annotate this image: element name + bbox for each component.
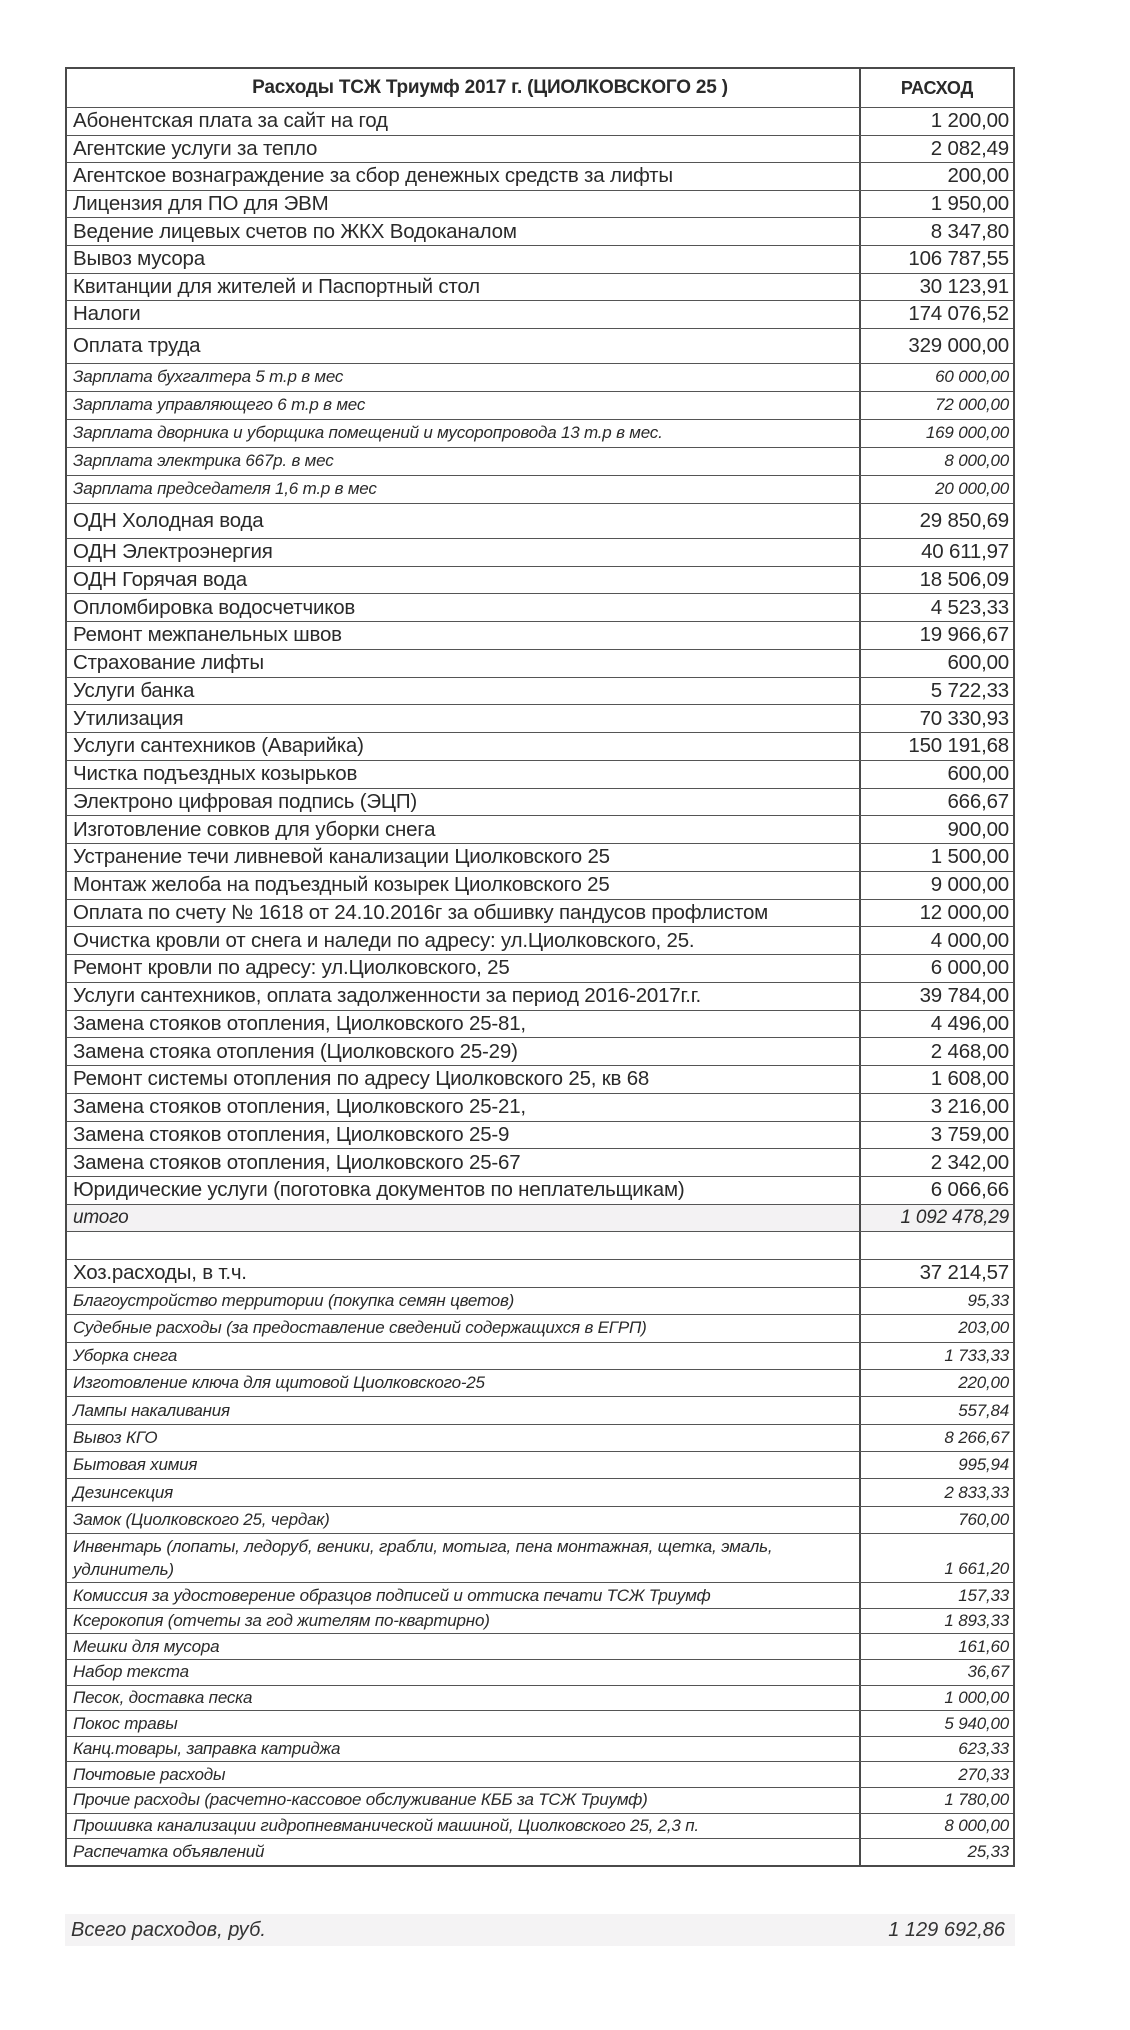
row-value: 200,00 — [947, 164, 1009, 188]
table-row — [67, 1660, 1013, 1686]
row-value: 70 330,93 — [919, 706, 1009, 730]
table-row — [67, 1507, 1013, 1534]
row-name: Лампы накаливания — [67, 1397, 861, 1423]
table-row — [67, 1839, 1013, 1865]
row-value: 8 266,67 — [944, 1427, 1009, 1447]
row-value: 600,00 — [947, 762, 1009, 786]
table-row — [67, 1066, 1013, 1094]
row-value: 37 214,57 — [919, 1261, 1009, 1285]
row-value: 30 123,91 — [919, 274, 1009, 298]
row-name: Комиссия за удостоверение образцов подписей и оттиска печати ТСЖ Триумф — [67, 1583, 861, 1608]
row-value: 19 966,67 — [919, 623, 1009, 647]
row-name: Монтаж желоба на подъездный козырек Циолковского 25 — [67, 872, 861, 899]
table-row — [67, 844, 1013, 872]
table-row-cold-water — [67, 504, 1013, 539]
table-row — [67, 191, 1013, 219]
table-row — [67, 927, 1013, 955]
row-name: Благоустройство территории (покупка семян цветов) — [67, 1288, 861, 1314]
row-name: Опломбировка водосчетчиков — [67, 594, 861, 621]
table-row — [67, 108, 1013, 136]
table-row — [67, 218, 1013, 246]
row-value: 6 000,00 — [930, 956, 1009, 980]
row-value: 1 950,00 — [930, 192, 1009, 216]
table-row-household — [67, 1260, 1013, 1288]
table-row — [67, 1397, 1013, 1424]
row-value: 106 787,55 — [908, 247, 1009, 271]
row-name: Зарплата дворника и уборщика помещений и мусоропровода 13 т.р в мес. — [67, 420, 861, 447]
row-value: 760,00 — [958, 1510, 1009, 1530]
table-row — [67, 567, 1013, 595]
table-header — [67, 69, 1013, 108]
row-value: 203,00 — [958, 1318, 1009, 1338]
row-name: Налоги — [67, 301, 861, 328]
row-value: 1 780,00 — [944, 1790, 1009, 1810]
row-name: Ремонт кровли по адресу: ул.Циолковского, 25 — [67, 955, 861, 982]
expense-table — [65, 67, 1015, 1867]
row-name: Электроно цифровая подпись (ЭЦП) — [67, 789, 861, 816]
table-row — [67, 1452, 1013, 1479]
row-name: Изготовление совков для уборки снега — [67, 816, 861, 843]
row-name: Ведение лицевых счетов по ЖКХ Водоканалом — [67, 218, 861, 245]
row-value: 39 784,00 — [919, 984, 1009, 1008]
row-value: 4 523,33 — [930, 595, 1009, 619]
row-name: Замена стояков отопления, Циолковского 25-9 — [67, 1122, 861, 1149]
table-row — [67, 1149, 1013, 1177]
row-name: Ремонт системы отопления по адресу Циолковского 25, кв 68 — [67, 1066, 861, 1093]
row-value: 995,94 — [958, 1455, 1009, 1475]
row-name: Услуги банка — [67, 678, 861, 705]
row-value: 29 850,69 — [919, 508, 1009, 532]
row-value: 270,33 — [958, 1764, 1009, 1784]
table-row — [67, 420, 1013, 448]
row-value: 8 000,00 — [944, 451, 1009, 471]
row-value: 1 500,00 — [930, 845, 1009, 869]
row-value: 20 000,00 — [935, 479, 1009, 499]
row-name: Замена стояков отопления, Циолковского 25-21, — [67, 1094, 861, 1121]
row-value: 1 733,33 — [944, 1345, 1009, 1365]
table-row-empty — [67, 1232, 1013, 1260]
row-name: Инвентарь (лопаты, ледоруб, веники, грабли, мотыга, пена монтажная, щетка, эмаль, удлинитель) — [67, 1534, 861, 1582]
row-value: 220,00 — [958, 1373, 1009, 1393]
table-row — [67, 136, 1013, 164]
table-row — [67, 1583, 1013, 1609]
table-row — [67, 1737, 1013, 1763]
table-row — [67, 1343, 1013, 1370]
table-row — [67, 983, 1013, 1011]
row-value: 623,33 — [958, 1739, 1009, 1759]
row-name: Песок, доставка песка — [67, 1686, 861, 1711]
grand-total-label: Всего расходов, руб. — [71, 1918, 266, 1941]
row-name: Канц.товары, заправка катриджа — [67, 1737, 861, 1762]
row-name: Дезинсекция — [67, 1479, 861, 1505]
table-row — [67, 1425, 1013, 1452]
row-name: Квитанции для жителей и Паспортный стол — [67, 274, 861, 301]
row-name: ОДН Электроэнергия — [67, 539, 861, 566]
table-row — [67, 650, 1013, 678]
row-value: 3 759,00 — [930, 1122, 1009, 1146]
subtotal-value: 1 092 478,29 — [900, 1206, 1009, 1228]
row-value: 12 000,00 — [919, 900, 1009, 924]
row-name: Мешки для мусора — [67, 1634, 861, 1659]
row-name: ОДН Холодная вода — [67, 504, 861, 538]
row-name: Очистка кровли от снега и наледи по адресу: ул.Циолковского, 25. — [67, 927, 861, 954]
row-value: 40 611,97 — [921, 540, 1009, 564]
table-row — [67, 301, 1013, 329]
table-row-inventory — [67, 1534, 1013, 1583]
row-value: 150 191,68 — [908, 734, 1009, 758]
row-name: Юридические услуги (поготовка документов по неплательщикам) — [67, 1177, 861, 1204]
table-row-subtotal — [67, 1205, 1013, 1232]
row-value: 36,67 — [967, 1662, 1009, 1682]
row-value: 600,00 — [947, 651, 1009, 675]
row-name: Агентское вознаграждение за сбор денежных средств за лифты — [67, 163, 861, 190]
table-row-labor — [67, 329, 1013, 364]
row-name: Оплата труда — [67, 329, 861, 363]
table-row — [67, 872, 1013, 900]
table-row — [67, 1479, 1013, 1506]
row-name: Прошивка канализации гидропневманической машиной, Циолковского 25, 2,3 п. — [67, 1814, 861, 1839]
row-value: 8 347,80 — [930, 219, 1009, 243]
table-row — [67, 1038, 1013, 1066]
row-name: ОДН Горячая вода — [67, 567, 861, 594]
table-row — [67, 1686, 1013, 1712]
table-row — [67, 1288, 1013, 1315]
table-title: Расходы ТСЖ Триумф 2017 г. (ЦИОЛКОВСКОГО 25 ) — [67, 69, 861, 107]
table-row — [67, 900, 1013, 928]
amount-column-header: РАСХОД — [900, 77, 974, 98]
row-value: 329 000,00 — [908, 333, 1009, 357]
row-value: 25,33 — [967, 1842, 1009, 1861]
table-row — [67, 392, 1013, 420]
row-value: 900,00 — [947, 817, 1009, 841]
table-row — [67, 1315, 1013, 1342]
table-row — [67, 539, 1013, 567]
row-name: Услуги сантехников (Аварийка) — [67, 733, 861, 760]
table-row — [67, 955, 1013, 983]
row-name: Страхование лифты — [67, 650, 861, 677]
row-name: Агентские услуги за тепло — [67, 136, 861, 163]
row-value: 8 000,00 — [944, 1815, 1009, 1835]
table-row — [67, 1122, 1013, 1150]
table-row — [67, 705, 1013, 733]
row-value: 18 506,09 — [919, 567, 1009, 591]
row-value: 1 608,00 — [930, 1067, 1009, 1091]
row-name: Хоз.расходы, в т.ч. — [67, 1260, 861, 1287]
grand-total-value: 1 129 692,86 — [888, 1918, 1005, 1941]
row-name: Покос травы — [67, 1711, 861, 1736]
row-name: Набор текста — [67, 1660, 861, 1685]
grand-total — [65, 1914, 1015, 1946]
row-value: 9 000,00 — [930, 873, 1009, 897]
table-row — [67, 678, 1013, 706]
row-name: Замена стояка отопления (Циолковского 25-29) — [67, 1038, 861, 1065]
row-name: Судебные расходы (за предоставление сведений содержащихся в ЕГРП) — [67, 1315, 861, 1341]
table-row — [67, 1634, 1013, 1660]
table-row — [67, 163, 1013, 191]
table-row — [67, 761, 1013, 789]
row-name: Замок (Циолковского 25, чердак) — [67, 1507, 861, 1533]
table-row — [67, 1177, 1013, 1205]
row-name: Зарплата управляющего 6 т.р в мес — [67, 392, 861, 419]
row-value: 557,84 — [958, 1400, 1009, 1420]
table-row — [67, 1609, 1013, 1635]
table-row — [67, 476, 1013, 504]
table-row — [67, 1711, 1013, 1737]
row-name: Зарплата электрика 667р. в мес — [67, 448, 861, 475]
row-name: Зарплата председателя 1,6 т.р в мес — [67, 476, 861, 503]
subtotal-label: итого — [67, 1205, 861, 1231]
empty-cell — [67, 1232, 861, 1259]
row-value: 1 893,33 — [944, 1611, 1009, 1631]
table-row — [67, 1814, 1013, 1840]
row-value: 6 066,66 — [930, 1178, 1009, 1202]
table-row — [67, 594, 1013, 622]
table-row — [67, 789, 1013, 817]
table-row — [67, 733, 1013, 761]
row-name: Утилизация — [67, 705, 861, 732]
row-value: 4 000,00 — [930, 928, 1009, 952]
row-name: Уборка снега — [67, 1343, 861, 1369]
row-name: Распечатка объявлений — [67, 1839, 861, 1865]
row-name: Услуги сантехников, оплата задолженности за период 2016-2017г.г. — [67, 983, 861, 1010]
row-name: Оплата по счету № 1618 от 24.10.2016г за обшивку пандусов профлистом — [67, 900, 861, 927]
row-name: Замена стояков отопления, Циолковского 25-67 — [67, 1149, 861, 1176]
row-value: 2 468,00 — [930, 1039, 1009, 1063]
table-row — [67, 1370, 1013, 1397]
row-name: Вывоз КГО — [67, 1425, 861, 1451]
table-row — [67, 1011, 1013, 1039]
row-name: Почтовые расходы — [67, 1762, 861, 1787]
row-value: 3 216,00 — [930, 1095, 1009, 1119]
table-row — [67, 1762, 1013, 1788]
row-value: 1 661,20 — [944, 1559, 1009, 1579]
row-value: 5 940,00 — [944, 1713, 1009, 1733]
row-value: 1 000,00 — [944, 1687, 1009, 1707]
row-value: 5 722,33 — [930, 678, 1009, 702]
row-name: Бытовая химия — [67, 1452, 861, 1478]
row-value: 666,67 — [947, 789, 1009, 813]
row-value: 2 833,33 — [944, 1482, 1009, 1502]
row-name: Абонентская плата за сайт на год — [67, 108, 861, 135]
table-row — [67, 364, 1013, 392]
table-row — [67, 448, 1013, 476]
row-value: 4 496,00 — [930, 1011, 1009, 1035]
row-name: Устранение течи ливневой канализации Циолковского 25 — [67, 844, 861, 871]
row-value: 169 000,00 — [925, 423, 1009, 443]
row-value: 60 000,00 — [935, 367, 1009, 387]
table-row — [67, 246, 1013, 274]
table-row — [67, 816, 1013, 844]
row-value: 1 200,00 — [930, 109, 1009, 133]
row-name: Вывоз мусора — [67, 246, 861, 273]
row-name: Ремонт межпанельных швов — [67, 622, 861, 649]
row-name: Ксерокопия (отчеты за год жителям по-квартирно) — [67, 1609, 861, 1634]
row-name: Лицензия для ПО для ЭВМ — [67, 191, 861, 218]
row-value: 95,33 — [967, 1290, 1009, 1310]
row-value: 174 076,52 — [908, 302, 1009, 326]
row-value: 161,60 — [958, 1636, 1009, 1656]
table-row — [67, 622, 1013, 650]
row-name: Прочие расходы (расчетно-кассовое обслуживание КББ за ТСЖ Триумф) — [67, 1788, 861, 1813]
row-value: 2 342,00 — [930, 1150, 1009, 1174]
table-row — [67, 274, 1013, 302]
row-value: 157,33 — [958, 1585, 1009, 1605]
row-name: Изготовление ключа для щитовой Циолковского-25 — [67, 1370, 861, 1396]
row-value: 2 082,49 — [930, 136, 1009, 160]
empty-cell — [861, 1232, 1013, 1259]
row-name: Зарплата бухгалтера 5 т.р в мес — [67, 364, 861, 391]
row-value: 72 000,00 — [935, 395, 1009, 415]
row-name: Замена стояков отопления, Циолковского 25-81, — [67, 1011, 861, 1038]
row-name: Чистка подъездных козырьков — [67, 761, 861, 788]
table-row — [67, 1788, 1013, 1814]
table-row — [67, 1094, 1013, 1122]
